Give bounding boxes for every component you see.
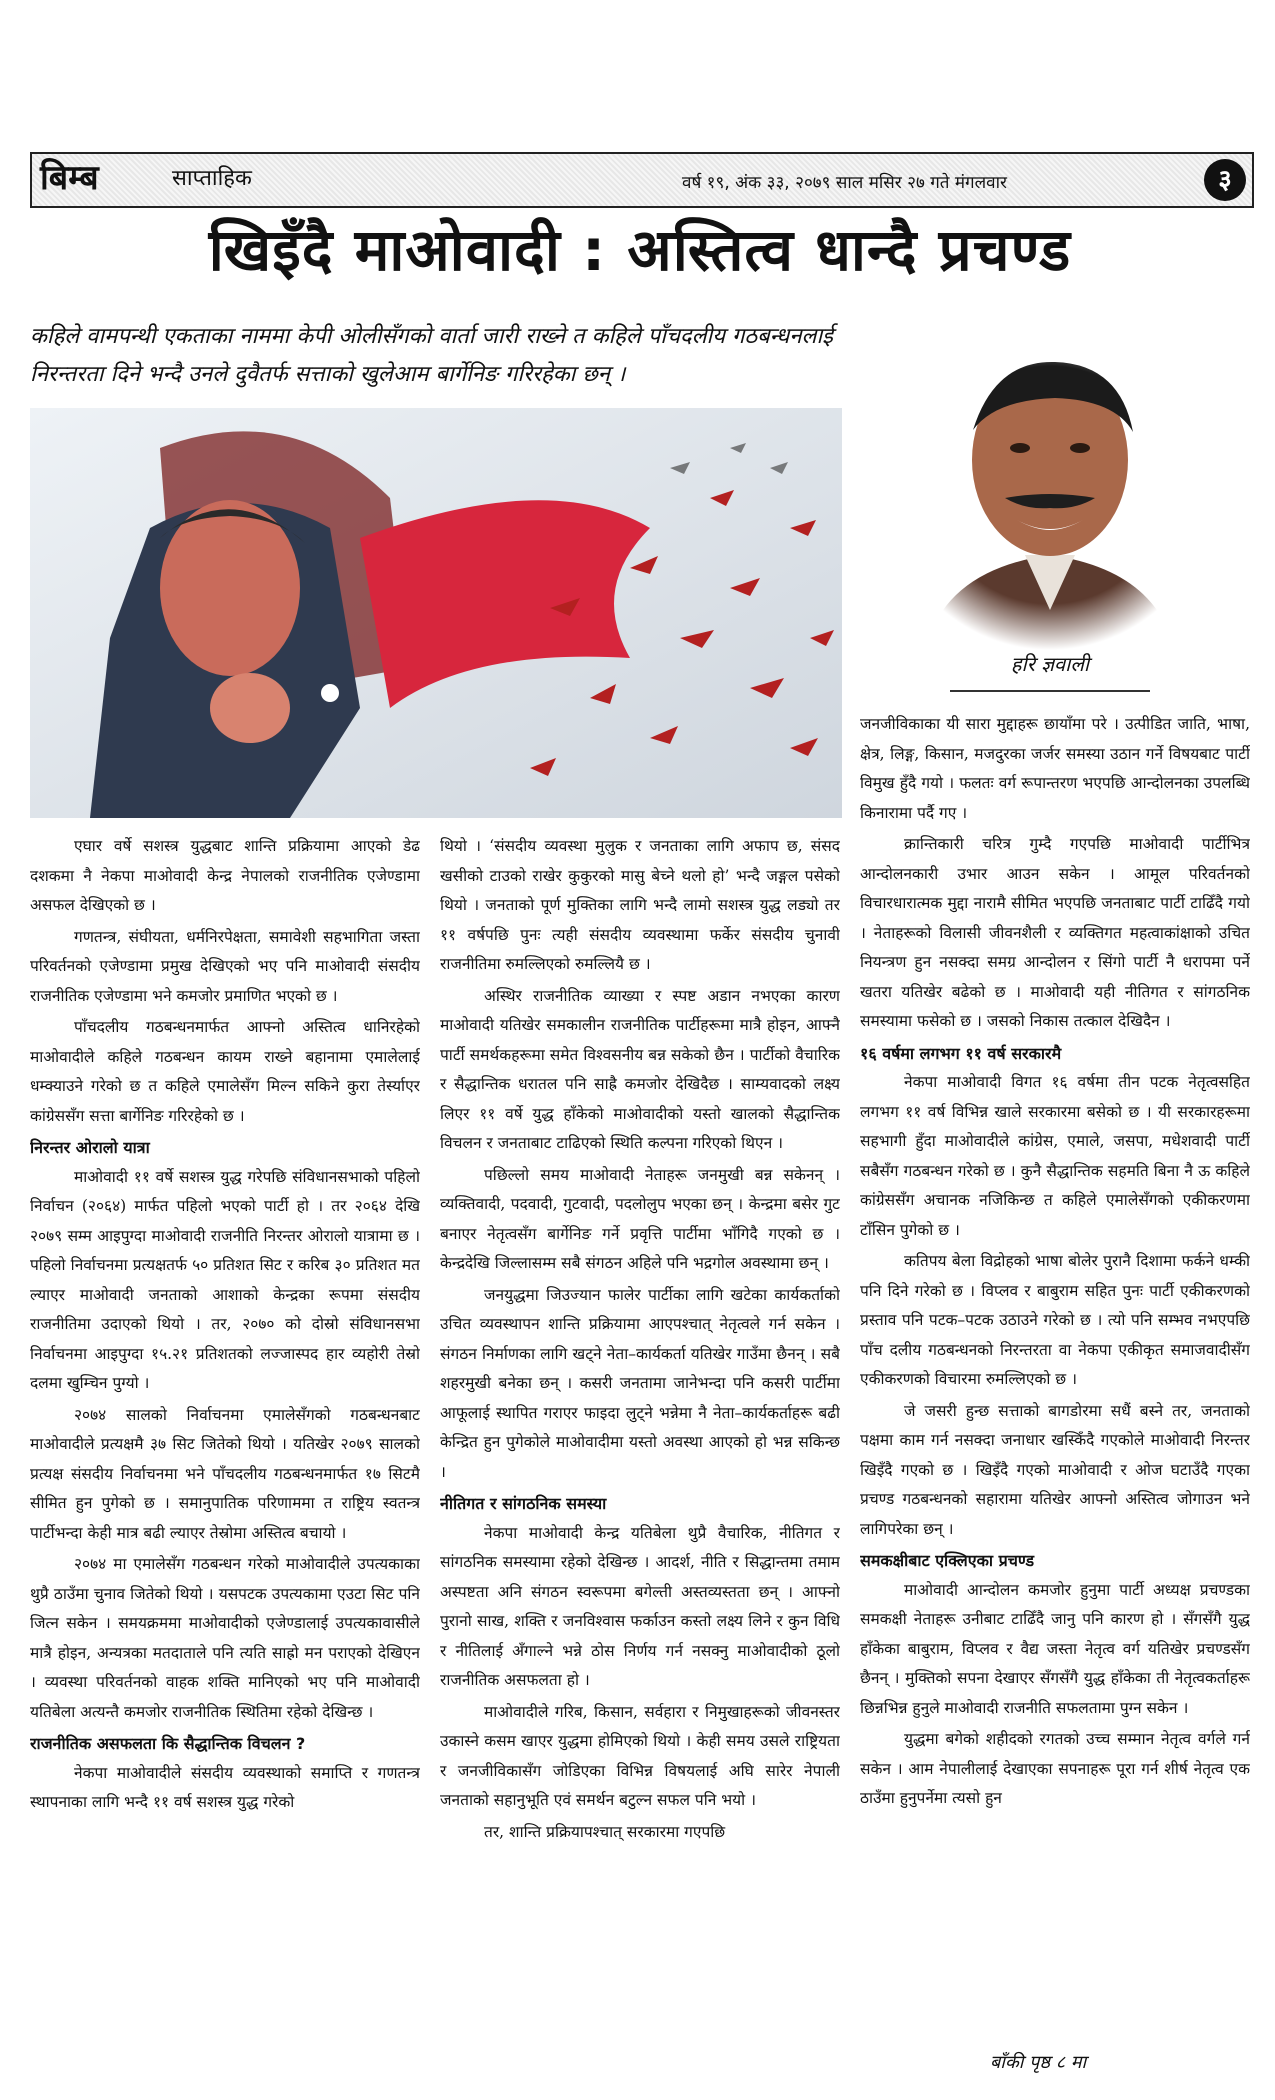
paragraph: नेकपा माओवादीले संसदीय व्यवस्थाको समाप्ति र गणतन्त्र स्थापनाका लागि भन्दै ११ वर्ष सशस्त्र युद्ध गरेको bbox=[30, 1763, 420, 1811]
continued-note: बाँकी पृष्ठ ८ मा bbox=[990, 2052, 1087, 2073]
paragraph: माओवादी ११ वर्षे सशस्त्र युद्ध गरेपछि संविधानसभाको पहिलो निर्वाचन (२०६४) मार्फत पहिलो भएको पार्टी हो । तर २०६४ देखि २०७९ सम्म आइपुग्दा माओवादी राजनीति निरन्तर ओरालो यात्रामा छ । पहिलो निर्वाचनमा प्रत्यक्षतर्फ ५० प्रतिशत सिट र करिब ३० प्रतिशत मत ल्याएर माओवादी जनताको आशाको केन्द्रका रूपमा संसदीय राजनीतिमा उदाएको थियो । तर, २०७० को दोस्रो संविधानसभा निर्वाचनमा आइपुग्दा १५.२१ प्रतिशतको लज्जास्पद हार व्यहोरी तेस्रो दलमा खुम्चिन पुग्यो । bbox=[30, 1167, 420, 1392]
paragraph: तर, शान्ति प्रक्रियापश्चात् सरकारमा गएपछि bbox=[484, 1822, 726, 1841]
paragraph: पछिल्लो समय माओवादी नेताहरू जनमुखी बन्न सकेनन् । व्यक्तिवादी, पदवादी, गुटवादी, पदलोलुप भएका छन् । केन्द्रमा बसेर गुट बनाएर नेतृत्वसँग बार्गेनिङ गर्ने प्रवृत्ति पार्टीमा भाँगिदै गएको छ । केन्द्रदेखि जिल्लासम्म सबै संगठन अहिले पनि भद्रगोल अवस्थामा छन् । bbox=[440, 1165, 840, 1272]
paragraph: युद्धमा बगेको शहीदको रगतको उच्च सम्मान नेतृत्व वर्गले गर्न सकेन । आम नेपालीलाई देखाएका सपनाहरू पूरा गर्न शीर्ष नेतृत्व एक ठाउँमा हुनुपर्नेमा त्यसो हुन bbox=[860, 1730, 1250, 1807]
paragraph: थियो । ‘संसदीय व्यवस्था मुलुक र जनताका लागि अफाप छ, संसद खसीको टाउको राखेर कुकुरको मासु बेच्ने थलो हो’ भन्दै जङ्गल पसेको थियो । जनताको पूर्ण मुक्तिका लागि भन्दै लामो सशस्त्र युद्ध लड्यो तर ११ वर्षपछि पुनः त्यही संसदीय व्यवस्थामा फर्केर संसदीय चुनावी राजनीतिमा रुमल्लिएको रुमल्लियै छ । bbox=[440, 837, 840, 973]
paragraph: जे जसरी हुन्छ सत्ताको बागडोरमा सधैं बस्ने तर, जनताको पक्षमा काम गर्न नसक्दा जनाधार खस्किँदै गएकोले माओवादी निरन्तर खिइँदै गएको छ । खिइँदै गएको माओवादी र ओज घटाउँदै गएका प्रचण्ड गठबन्धनको सहारामा यतिखेर आफ्नो अस्तित्व जोगाउन भने लागिपरेका छन् । bbox=[860, 1401, 1250, 1538]
paragraph: जनयुद्धमा जिउज्यान फालेर पार्टीका लागि खटेका कार्यकर्ताको उचित व्यवस्थापन शान्ति प्रक्रियामा आएपश्चात् नेतृत्वले गर्न सकेन । संगठन निर्माणका लागि खट्ने नेता–कार्यकर्ता यतिखेर गाउँमा छैनन् । सबै शहरमुखी बनेका छन् । कसरी जनतामा जानेभन्दा पनि कसरी पार्टीमा आफूलाई स्थापित गराएर फाइदा लुट्ने भन्नेमा नै नेता–कार्यकर्ताहरू बढी केन्द्रित हुन पुगेकोले माओवादीमा यस्तो अवस्था आएको हो भन्न सकिन्छ । bbox=[440, 1285, 840, 1481]
subheading: १६ वर्षमा लगभग ११ वर्ष सरकारमै bbox=[860, 1043, 1062, 1063]
paragraph: नेकपा माओवादी केन्द्र यतिबेला थुप्रै वैचारिक, नीतिगत र सांगठनिक समस्यामा रहेको देखिन्छ । आदर्श, नीति र सिद्धान्तमा तमाम अस्पष्टता अनि संगठन स्वरूपमा बगेल्ती अस्तव्यस्तता छन् । आफ्नो पुरानो साख, शक्ति र जनविश्वास फर्काउन कस्तो लक्ष्य लिने र कुन विधि र नीतिलाई अँगाल्ने भन्ने ठोस निर्णय गर्न नसक्नु माओवादीको ठूलो राजनीतिक असफलता हो । bbox=[440, 1523, 840, 1689]
page-number: ३ bbox=[1204, 159, 1246, 201]
paragraph: २०७४ सालको निर्वाचनमा एमालेसँगको गठबन्धनबाट माओवादीले प्रत्यक्षमै ३७ सिट जितेको थियो । यतिखेर २०७९ सालको प्रत्यक्ष संसदीय निर्वाचनमा भने पाँचदलीय गठबन्धनमार्फत १७ सिटमै सीमित हुन पुगेको छ । समानुपातिक परिणाममा त राष्ट्रिय स्वतन्त्र पार्टीभन्दा केही मात्र बढी ल्याएर तेस्रोमा अस्तित्व बचायो । bbox=[30, 1405, 420, 1542]
author-name: हरि ज्ञवाली bbox=[1010, 652, 1090, 676]
article-column-2 bbox=[440, 832, 840, 2070]
paragraph: क्रान्तिकारी चरित्र गुम्दै गएपछि माओवादी पार्टीभित्र आन्दोलनकारी उभार आउन सकेन । आमूल परिवर्तनको विचारधारात्मक मुद्दा नारामै सीमित भएपछि जनताबाट पार्टी टाढिँदै गयो । नेताहरूको विलासी जीवनशैली र व्यक्तिगत महत्वाकांक्षाको उचित नियन्त्रण हुन नसक्दा समग्र आन्दोलन र सिंगो पार्टी नै धरापमा पर्ने खतरा यतिखेर बढेको छ । माओवादी यही नीतिगत र सांगठनिक समस्यामा फसेको छ । जसको निकास तत्काल देखिदैन । bbox=[860, 835, 1250, 1030]
author-divider bbox=[950, 690, 1150, 692]
paragraph: जनजीविकाका यी सारा मुद्दाहरू छायाँमा परे । उत्पीडित जाति, भाषा, क्षेत्र, लिङ्ग, किसान, मजदुरका जर्जर समस्या उठान गर्ने विषयबाट पार्टी विमुख हुँदै गयो । फलतः वर्ग रूपान्तरण भएपछि आन्दोलनका उपलब्धि किनारामा पर्दै गए । bbox=[860, 715, 1250, 822]
issue-line: वर्ष १९, अंक ३३, २०७९ साल मसिर २७ गते मंगलवार bbox=[682, 173, 1007, 193]
paragraph: कतिपय बेला विद्रोहको भाषा बोलेर पुरानै दिशामा फर्कने धम्की पनि दिने गरेको छ । विप्लव र बाबुराम सहित पुनः पार्टी एकीकरणको प्रस्ताव पनि पटक–पटक उठाउने गरेको छ । त्यो पनि सम्भव नभएपछि पाँच दलीय गठबन्धनको निरन्तरता वा नेकपा एकीकृत समाजवादीसँग एकीकरणको विचारमा रुमल्लिएको छ । bbox=[860, 1252, 1250, 1388]
paragraph: माओवादी आन्दोलन कमजोर हुनुमा पार्टी अध्यक्ष प्रचण्डका समकक्षी नेताहरू उनीबाट टाढिँदै जानु पनि कारण हो । सँगसँगै युद्ध हाँकेका बाबुराम, विप्लव र वैद्य जस्ता नेतृत्व वर्ग यतिखेर प्रचण्डसँग छैनन् । मुक्तिको सपना देखाएर सँगसँगै युद्ध हाँकेका ती नेतृत्वकर्ताहरू छिन्नभिन्न हुनुले माओवादी राजनीति सफलतामा पुग्न सकेन । bbox=[860, 1580, 1250, 1717]
paragraph: २०७४ मा एमालेसँग गठबन्धन गरेको माओवादीले उपत्यकाका थुप्रै ठाउँमा चुनाव जितेको थियो । यसपटक उपत्यकामा एउटा सिट पनि जित्न सकेन । समयक्रममा माओवादीको एजेण्डालाई उपत्यकावासीले मात्रै होइन, अन्यत्रका मतदाताले पनि त्यति साह्रो मन पराएको देखिएन । व्यवस्था परिवर्तनको वाहक शक्ति मानिएको भए पनि माओवादी यतिबेला अत्यन्तै कमजोर राजनीतिक स्थितिमा रहेको देखिन्छ । bbox=[30, 1555, 420, 1721]
illustration-image bbox=[30, 408, 842, 818]
subheading: समकक्षीबाट एक्लिएका प्रचण्ड bbox=[860, 1551, 1035, 1570]
article-column-1 bbox=[30, 832, 420, 2070]
brand-sub: साप्ताहिक bbox=[172, 166, 252, 191]
headline: खिइँदै माओवादी : अस्तित्व धान्दै प्रचण्ड bbox=[208, 216, 1072, 284]
masthead bbox=[30, 152, 1254, 208]
paragraph: माओवादीले गरिब, किसान, सर्वहारा र निमुखाहरूको जीवनस्तर उकास्ने कसम खाएर युद्धमा होमिएको थियो । केही समय उसले राष्ट्रियता र जनजीविकासँग जोडिएका विभिन्न विषयलाई अघि सारेर नेपाली जनताको सहानुभूति एवं समर्थन बटुल्न सफल पनि भयो । bbox=[440, 1702, 840, 1809]
paragraph: एघार वर्षे सशस्त्र युद्धबाट शान्ति प्रक्रियामा आएको डेढ दशकमा नै नेकपा माओवादी केन्द्र नेपालको राजनीतिक एजेण्डामा असफल देखिएको छ । bbox=[30, 837, 420, 914]
subheading: राजनीतिक असफलता कि सैद्धान्तिक विचलन ? bbox=[30, 1734, 306, 1753]
author-portrait bbox=[885, 320, 1215, 650]
paragraph: पाँचदलीय गठबन्धनमार्फत आफ्नो अस्तित्व धानिरहेको माओवादीले कहिले गठबन्धन कायम राख्ने बहानामा एमालेलाई धम्क्याउने गरेको छ त कहिले एमालेसँग मिल्न सकिने कुरा तेर्स्याएर कांग्रेससँग सत्ता बार्गेनिङ गरिरहेको छ । bbox=[30, 1018, 420, 1125]
brand-name: बिम्ब bbox=[40, 158, 99, 198]
paragraph: अस्थिर राजनीतिक व्याख्या र स्पष्ट अडान नभएका कारण माओवादी यतिखेर समकालीन राजनीतिक पार्टीहरूमा मात्रै होइन, आफ्नै पार्टी समर्थकहरूमा समेत विश्वसनीय बन्न सकेको छैन । पार्टीको वैचारिक र सैद्धान्तिक धरातल पनि साह्रै कमजोर देखिदैछ । साम्यवादको लक्ष्य लिएर ११ वर्षे युद्ध हाँकेको माओवादीको यस्तो खालको सैद्धान्तिक विचलन र जनताबाट टाढिएको स्थिति कल्पना गरिएको थिएन । bbox=[440, 986, 840, 1152]
standfirst: कहिले वामपन्थी एकताका नाममा केपी ओलीसँगको वार्ता जारी राख्ने त कहिले पाँचदलीय गठबन्धनलाई निरन्तरता दिने भन्दै उनले दुवैतर्फ सत्ताको खुलेआम बार्गेनिङ गरिरहेका छन् । bbox=[30, 324, 833, 387]
subheading: नीतिगत र सांगठनिक समस्या bbox=[440, 1494, 607, 1513]
paragraph: नेकपा माओवादी विगत १६ वर्षमा तीन पटक नेतृत्वसहित लगभग ११ वर्ष विभिन्न खाले सरकारमा बसेको छ । यी सरकारहरूमा सहभागी हुँदा माओवादीले कांग्रेस, एमाले, जसपा, मधेशवादी पार्टी सबैसँग गठबन्धन गरेको छ । कुनै सैद्धान्तिक सहमति बिना नै ऊ कहिले कांग्रेससँग अचानक नजिकिन्छ त कहिले एमालेसँगको एकीकरणमा टाँसिन पुगेको छ । bbox=[860, 1073, 1250, 1239]
article-column-3 bbox=[860, 710, 1250, 2050]
paragraph: गणतन्त्र, संघीयता, धर्मनिरपेक्षता, समावेशी सहभागिता जस्ता परिवर्तनको एजेण्डामा प्रमुख देखिएको भए पनि माओवादी संसदीय राजनीतिक एजेण्डामा भने कमजोर प्रमाणित भएको छ । bbox=[30, 927, 420, 1005]
subheading: निरन्तर ओरालो यात्रा bbox=[30, 1138, 150, 1157]
